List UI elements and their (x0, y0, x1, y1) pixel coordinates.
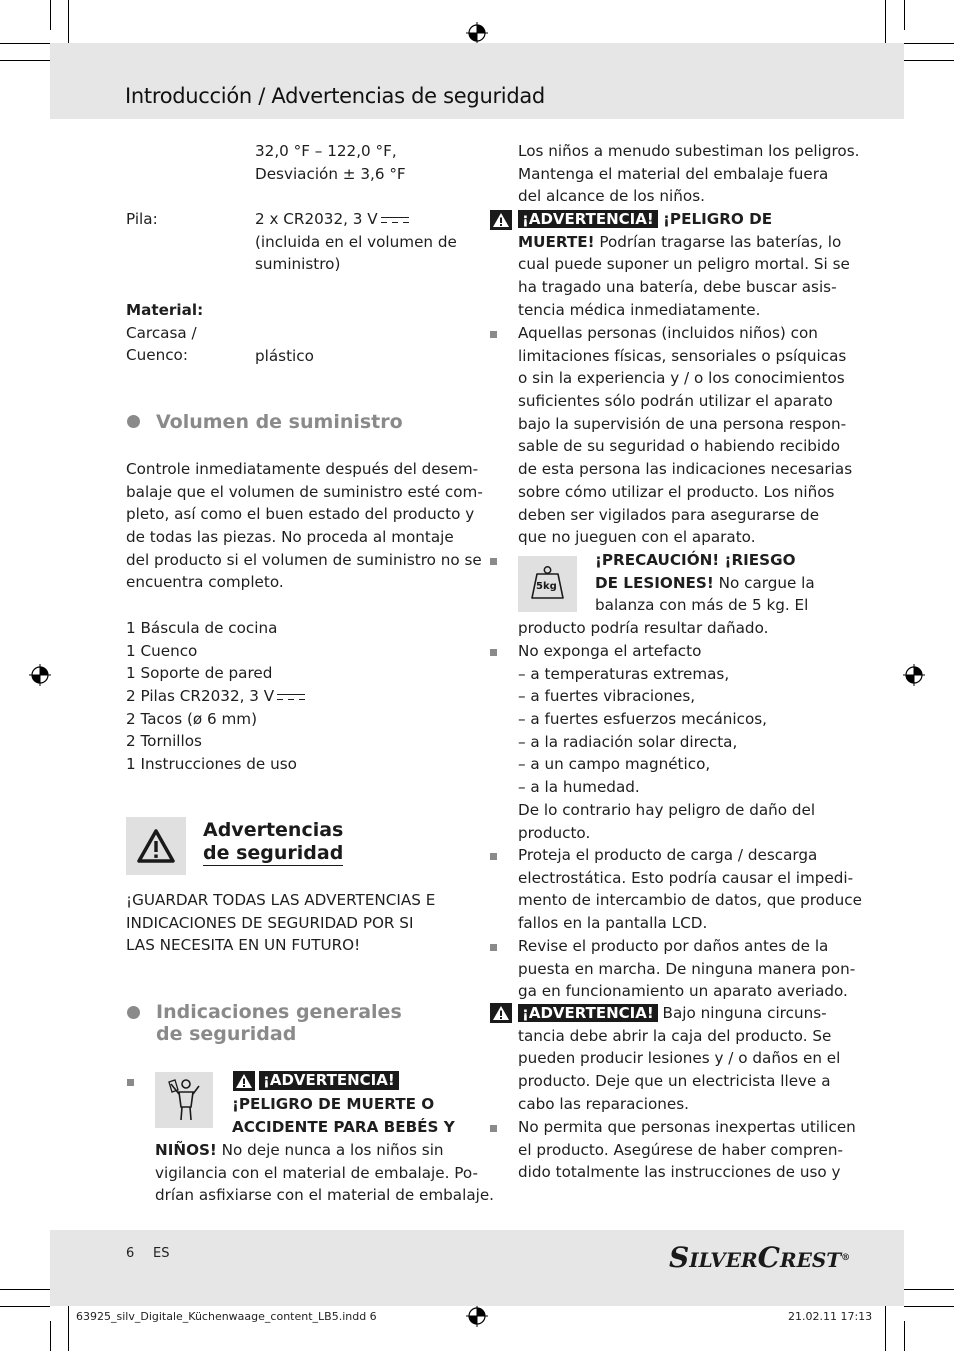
paragraph-line: limitaciones físicas, sensoriales o psíquicas (518, 346, 847, 365)
language-code: ES (153, 1246, 170, 1261)
warning-text: No cargue la (713, 573, 815, 592)
crop-mark (0, 1289, 50, 1290)
warning-battery (518, 208, 850, 321)
list-bullet (490, 944, 497, 951)
warning-child-body (155, 1139, 494, 1207)
paragraph-line: balaje que el volumen de suministro esté com- (126, 482, 483, 501)
paragraph-line: Aquellas personas (incluidos niños) con (518, 324, 818, 342)
spec-line: (incluida en el volumen de (255, 232, 457, 251)
paragraph-line: Controle inmediatamente después del desem- (126, 460, 479, 478)
caution-weight (595, 549, 815, 617)
paragraph-line: puesta en marcha. De ninguna manera pon- (518, 959, 856, 978)
warning-text: No deje nunca a los niños sin (216, 1141, 444, 1159)
warning-line: pueden producir lesiones y / o daños en el (518, 1049, 841, 1068)
crop-mark (904, 1289, 954, 1290)
spec-line: 32,0 °F – 122,0 °F, (255, 142, 397, 160)
spec-line: 2 x CR2032, 3 V (255, 210, 378, 228)
brand-letter: C (757, 1241, 780, 1274)
registration-mark-icon (466, 22, 488, 44)
warning-line: tencia médica inmediatamente. (518, 300, 761, 319)
paragraph-line: LAS NECESITA EN UN FUTURO! (126, 936, 361, 955)
crop-mark (68, 0, 69, 48)
section-heading-supply: Volumen de suministro (156, 411, 403, 433)
direct-current-icon (381, 215, 409, 225)
static-paragraph (518, 844, 862, 935)
warning-label: ¡ADVERTENCIA! (259, 1071, 399, 1090)
list-item: 2 Pilas CR2032, 3 V (126, 687, 275, 706)
warning-line: producto podría resultar dañado. (518, 619, 769, 637)
warning-bold: ¡PELIGRO DE (657, 210, 773, 228)
paragraph-line: ¡GUARDAR TODAS LAS ADVERTENCIAS E (126, 891, 436, 909)
paragraph-line: del alcance de los niños. (518, 187, 705, 206)
crop-mark (50, 1321, 51, 1351)
warning-bold: MUERTE! (518, 232, 595, 251)
warning-triangle-icon (490, 1003, 512, 1023)
list-item: – a la humedad. (518, 778, 640, 797)
material-value: plástico (255, 347, 314, 365)
crop-mark (904, 1306, 954, 1307)
spec-line: suministro) (255, 255, 341, 274)
list-bullet (490, 331, 497, 338)
crop-mark (0, 43, 50, 44)
expose-paragraph (518, 640, 815, 844)
list-bullet (490, 558, 497, 565)
list-bullet (490, 853, 497, 860)
paragraph-line: de esta persona las indicaciones necesarias (518, 460, 853, 479)
section-heading-safety (203, 819, 343, 866)
paragraph-line: dido totalmente las instrucciones de uso y (518, 1163, 841, 1182)
paragraph-line: sobre cómo utilizar el producto. Los niños (518, 482, 835, 501)
paragraph-line: Revise el producto por daños antes de la (518, 937, 829, 955)
crop-mark (904, 43, 954, 44)
warning-bold: NIÑOS! (155, 1141, 217, 1159)
warning-triangle-icon (490, 210, 512, 230)
paragraph-line: de todas las piezas. No proceda al montaje (126, 528, 454, 547)
spec-temperature (255, 140, 406, 185)
spec-material (126, 299, 203, 367)
warning-line: ¡PELIGRO DE MUERTE O (232, 1095, 435, 1113)
list-bullet (490, 1125, 497, 1132)
keep-warning (126, 889, 435, 957)
list-item: – a fuertes vibraciones, (518, 687, 696, 706)
list-item: 1 Soporte de pared (126, 664, 273, 683)
material-label: Cuenco: (126, 346, 188, 365)
paragraph-line: encuentra completo. (126, 573, 284, 592)
paragraph-line: No exponga el artefacto (518, 642, 702, 660)
paragraph-line: deben ser vigilados para asegurarse de (518, 505, 820, 524)
page-title: Introducción / Advertencias de seguridad (125, 84, 545, 108)
intro-paragraph (518, 140, 859, 208)
paragraph-line: INDICACIONES DE SEGURIDAD POR SI (126, 913, 414, 932)
persons-paragraph (518, 322, 852, 549)
paragraph-line: Los niños a menudo subestiman los peligros. (518, 142, 860, 160)
paragraph-line: producto. (518, 823, 591, 842)
battery-label: Pila: (126, 210, 158, 228)
warning-child-text (232, 1093, 455, 1138)
warning-line: cual puede suponer un peligro mortal. Si se (518, 255, 850, 274)
warning-label: ¡ADVERTENCIA! (518, 210, 658, 228)
brand-letter: REST (779, 1248, 842, 1272)
crop-mark (904, 0, 905, 30)
list-item: – a un campo magnético, (518, 755, 711, 774)
list-bullet (490, 649, 497, 656)
supply-paragraph (126, 458, 483, 594)
paragraph-line: que no jueguen con el aparato. (518, 528, 756, 547)
warning-bold: ¡PRECAUCIÓN! ¡RIESGO (595, 551, 796, 569)
section-bullet-icon (127, 415, 140, 428)
paragraph-line: pleto, así como el buen estado del producto y (126, 505, 475, 524)
heading-line: de seguridad (156, 1023, 297, 1045)
brand-letter: S (669, 1241, 690, 1274)
crop-mark (68, 1303, 69, 1351)
warning-line: tancia debe abrir la caja del producto. Se (518, 1026, 832, 1045)
weight-icon-label: 5kg (536, 581, 557, 592)
date-time: 21.02.11 17:13 (788, 1310, 873, 1323)
list-item: 1 Báscula de cocina (126, 619, 278, 637)
crop-mark (0, 60, 50, 61)
warning-line: balanza con más de 5 kg. El (595, 596, 809, 615)
spec-line: Desviación ± 3,6 °F (255, 164, 406, 183)
list-item: – a temperaturas extremas, (518, 664, 730, 683)
list-item: 1 Instrucciones de uso (126, 755, 297, 774)
list-item: 1 Cuenco (126, 641, 198, 660)
registration-mark-icon (466, 1305, 488, 1327)
paragraph-line: Mantenga el material del embalaje fuera (518, 164, 829, 183)
warning-box (126, 817, 186, 875)
list-item: 2 Tornillos (126, 732, 202, 751)
material-label: Carcasa / (126, 323, 197, 342)
warning-line: cabo las reparaciones. (518, 1094, 690, 1113)
paragraph-line: sable de su seguridad o habiendo recibido (518, 437, 841, 456)
warning-text: Bajo ninguna circuns- (657, 1004, 827, 1022)
brand-letter: ILVER (689, 1248, 758, 1272)
paragraph-line: del producto si el volumen de suministro no se (126, 550, 482, 569)
spec-battery (255, 208, 457, 276)
registration-mark-icon (903, 664, 925, 686)
warning-triangle-icon (233, 1071, 255, 1091)
warning-triangle-icon (126, 817, 186, 875)
crop-mark (885, 1303, 886, 1351)
warning-open-case (518, 1002, 840, 1115)
registered-mark: ® (841, 1253, 851, 1263)
brand-logo (669, 1241, 851, 1276)
paragraph-line: o sin la experiencia y / o los conocimientos (518, 369, 845, 388)
warning-line: ACCIDENTE PARA BEBÉS Y (232, 1117, 455, 1136)
paragraph-line: De lo contrario hay peligro de daño del (518, 800, 816, 819)
section-bullet-icon (127, 1006, 140, 1019)
warning-line: drían asfixiarse con el material de embalaje. (155, 1186, 495, 1205)
paragraph-line: Proteja el producto de carga / descarga (518, 846, 818, 864)
crop-mark (904, 60, 954, 61)
paragraph-line: No permita que personas inexpertas utilicen (518, 1118, 856, 1136)
list-bullet (127, 1079, 134, 1086)
list-item: – a fuertes esfuerzos mecánicos, (518, 710, 767, 729)
paragraph-line: electrostática. Esto podría causar el impedi- (518, 868, 854, 887)
warning-line: ha tragado una batería, debe buscar asis- (518, 278, 837, 297)
warning-line: producto. Deje que un electricista lleve a (518, 1072, 831, 1091)
section-heading-general (156, 1001, 402, 1045)
crop-mark (885, 0, 886, 48)
child-warning-box (155, 1072, 213, 1128)
material-heading: Material: (126, 301, 204, 319)
warning-text: Podrían tragarse las baterías, lo (594, 232, 842, 251)
paragraph-line: suficientes sólo podrán utilizar el aparato (518, 392, 833, 411)
list-item: 2 Tacos (ø 6 mm) (126, 709, 257, 728)
file-name: 63925_silv_Digitale_Küchenwaage_content_LB5.indd 6 (76, 1310, 377, 1323)
supply-list (126, 617, 305, 776)
check-paragraph (518, 935, 855, 1003)
heading-line: Indicaciones generales (156, 1001, 402, 1023)
registration-mark-icon (29, 664, 51, 686)
paragraph-line: mento de intercambio de datos, que produce (518, 891, 862, 910)
crop-mark (0, 1306, 50, 1307)
paragraph-line: el producto. Asegúrese de haber compren- (518, 1140, 843, 1159)
paragraph-line: bajo la supervisión de una persona respon- (518, 414, 847, 433)
direct-current-icon (277, 692, 305, 702)
crop-mark (50, 0, 51, 30)
paragraph-line: ga en funcionamiento un aparato averiado. (518, 982, 848, 1001)
inexpert-paragraph (518, 1116, 856, 1184)
crop-mark (904, 1321, 905, 1351)
warning-label: ¡ADVERTENCIA! (518, 1004, 658, 1022)
warning-line: vigilancia con el material de embalaje. Po- (155, 1163, 478, 1182)
heading-line: Advertencias (203, 819, 344, 841)
paragraph-line: fallos en la pantalla LCD. (518, 914, 708, 933)
list-item: – a la radiación solar directa, (518, 732, 738, 751)
warning-bold: DE LESIONES! (595, 573, 714, 592)
heading-line: de seguridad (203, 842, 344, 864)
child-with-bag-icon (155, 1072, 213, 1128)
page-number: 6 (126, 1246, 135, 1261)
